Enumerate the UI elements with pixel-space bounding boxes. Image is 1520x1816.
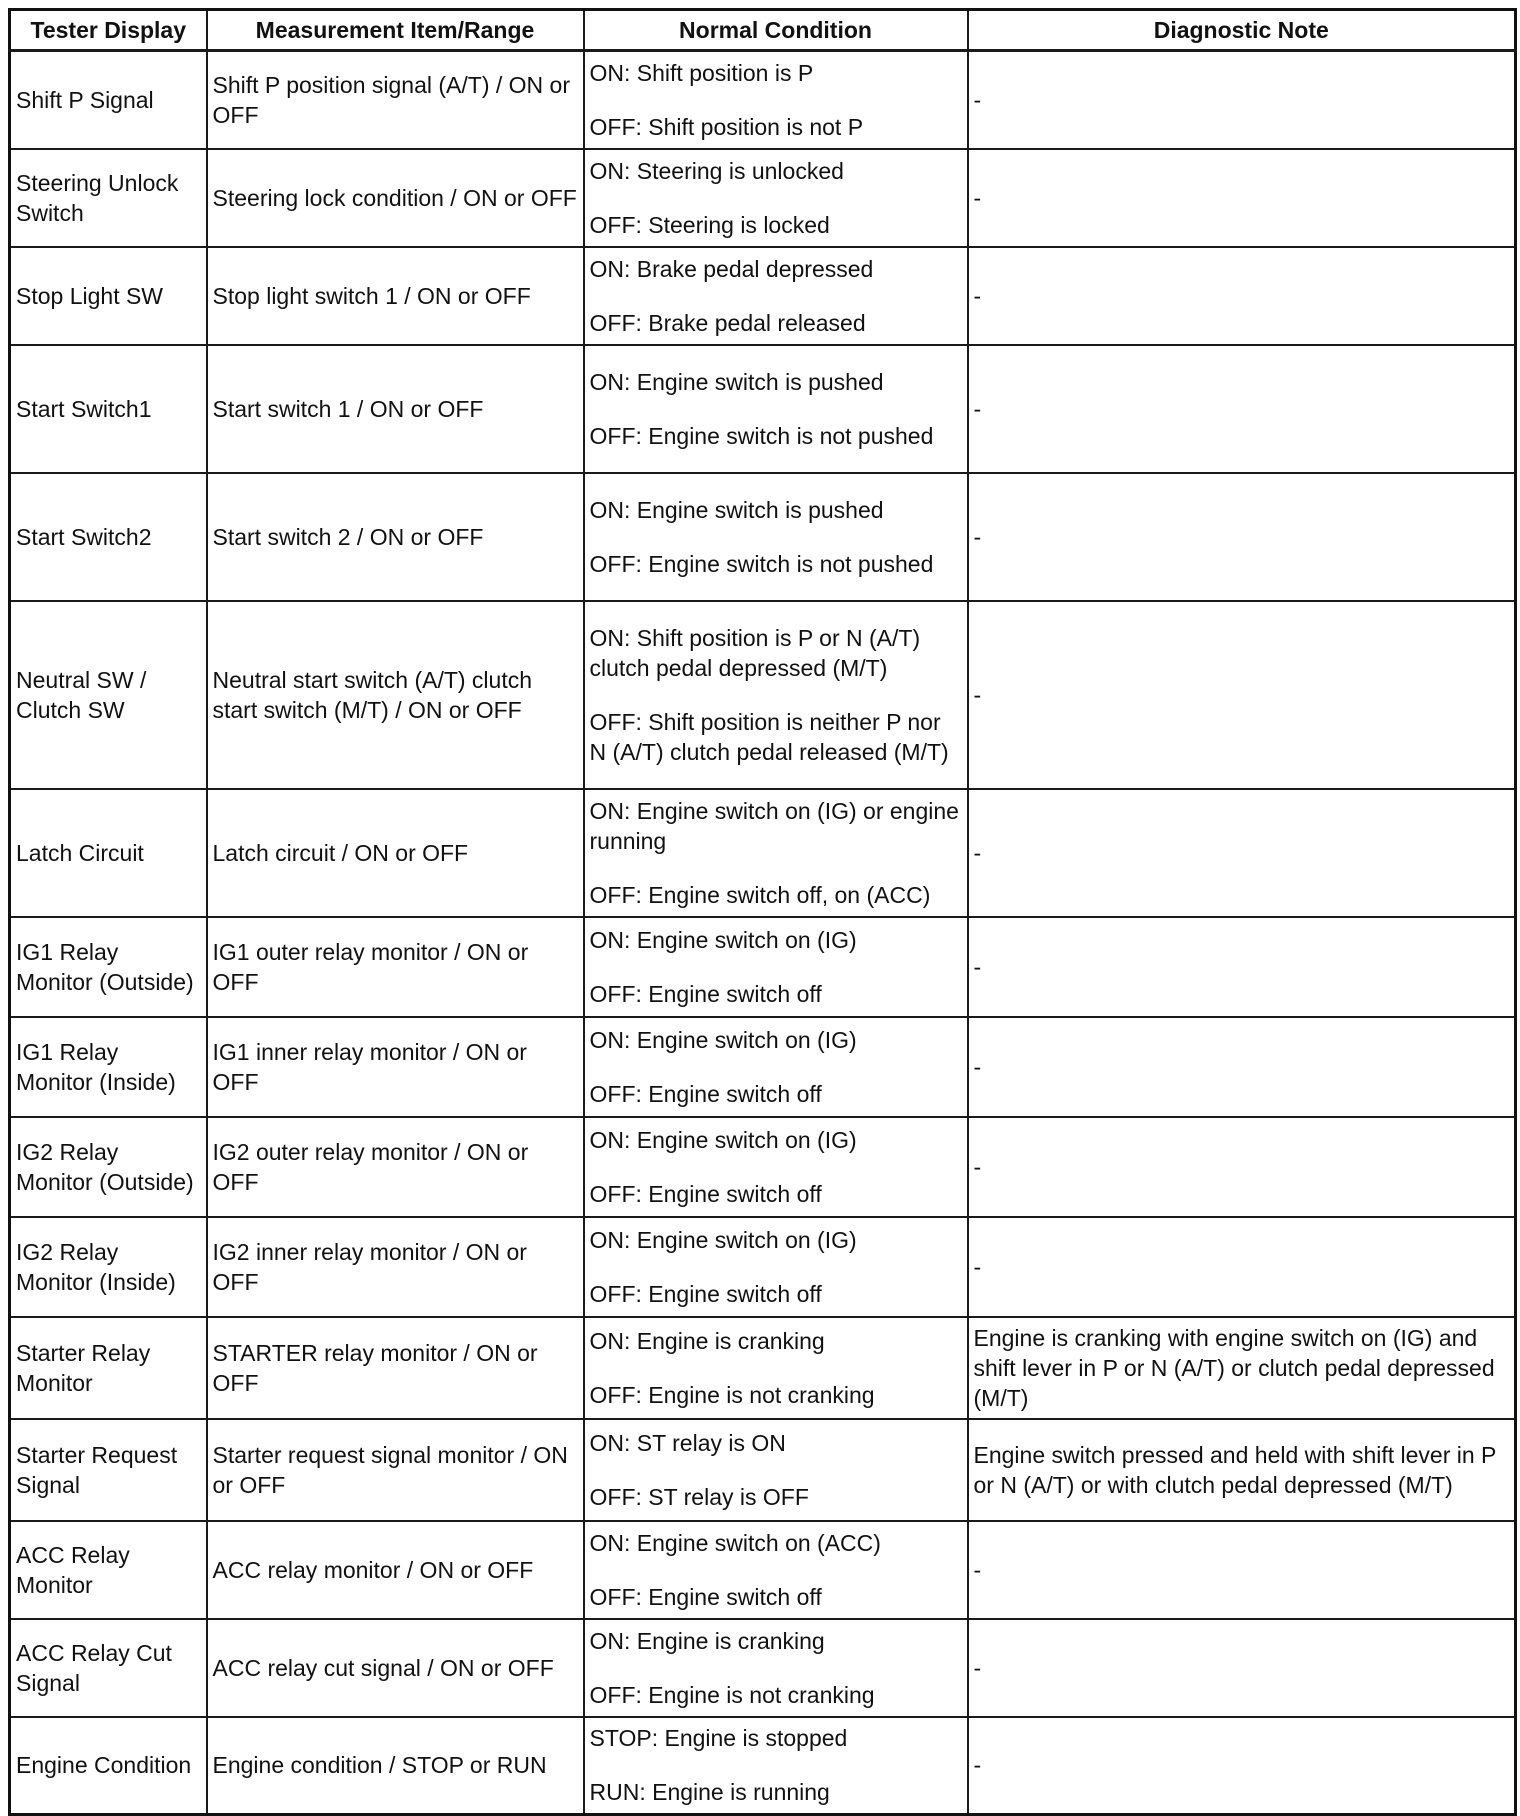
table-row <box>10 345 1516 473</box>
diagnostic-note-cell: - <box>968 917 1516 1017</box>
condition-on: ON: ST relay is ON <box>589 1429 786 1456</box>
condition-on: ON: Engine switch is pushed <box>589 368 884 395</box>
normal-condition-cell <box>584 345 968 473</box>
normal-condition-cell <box>584 917 968 1017</box>
tester-display-cell: Starter Relay Monitor <box>10 1317 207 1419</box>
measurement-item-cell: Start switch 2 / ON or OFF <box>207 473 584 601</box>
normal-condition-cell <box>584 789 968 917</box>
condition-on: ON: Shift position is P or N (A/T) clutch pedal depressed (M/T) <box>589 624 921 681</box>
condition-off: OFF: Engine switch is not pushed <box>589 550 934 577</box>
table-row <box>10 1317 1516 1419</box>
diagnostic-note-cell: - <box>968 247 1516 345</box>
normal-condition-cell <box>584 1217 968 1317</box>
table-row <box>10 1017 1516 1117</box>
table-row <box>10 1217 1516 1317</box>
tester-display-cell: IG1 Relay Monitor (Inside) <box>10 1017 207 1117</box>
measurement-item-cell: Latch circuit / ON or OFF <box>207 789 584 917</box>
measurement-item-cell: Neutral start switch (A/T) clutch start switch (M/T) / ON or OFF <box>207 601 584 789</box>
normal-condition-cell <box>584 1017 968 1117</box>
measurement-item-cell: Shift P position signal (A/T) / ON or OFF <box>207 51 584 149</box>
table-row <box>10 1419 1516 1521</box>
measurement-item-cell: Steering lock condition / ON or OFF <box>207 149 584 247</box>
measurement-item-cell: Starter request signal monitor / ON or OFF <box>207 1419 584 1521</box>
tester-display-cell: IG2 Relay Monitor (Inside) <box>10 1217 207 1317</box>
condition-on: ON: Brake pedal depressed <box>589 255 874 282</box>
condition-off: OFF: Engine switch off <box>589 1180 822 1207</box>
header-normal-condition: Normal Condition <box>584 10 968 51</box>
measurement-item-cell: ACC relay monitor / ON or OFF <box>207 1521 584 1619</box>
measurement-item-cell: STARTER relay monitor / ON or OFF <box>207 1317 584 1419</box>
condition-off: OFF: Engine switch off <box>589 1583 822 1610</box>
table-header-row <box>10 10 1516 51</box>
header-measurement-item: Measurement Item/Range <box>207 10 584 51</box>
normal-condition-cell <box>584 1717 968 1815</box>
tester-display-cell: Engine Condition <box>10 1717 207 1815</box>
measurement-item-cell: ACC relay cut signal / ON or OFF <box>207 1619 584 1717</box>
condition-off: OFF: Engine switch is not pushed <box>589 422 934 449</box>
table-row <box>10 247 1516 345</box>
condition-off: RUN: Engine is running <box>589 1779 830 1806</box>
condition-on: ON: Engine switch on (IG) <box>589 1026 857 1053</box>
table-row <box>10 1521 1516 1619</box>
tester-display-cell: IG1 Relay Monitor (Outside) <box>10 917 207 1017</box>
diagnostic-note-cell: - <box>968 473 1516 601</box>
condition-off: OFF: Engine switch off, on (ACC) <box>589 881 931 908</box>
condition-off: OFF: Engine switch off <box>589 980 822 1007</box>
tester-display-cell: Neutral SW / Clutch SW <box>10 601 207 789</box>
measurement-item-cell: IG2 outer relay monitor / ON or OFF <box>207 1117 584 1217</box>
condition-on: ON: Engine switch on (IG) <box>589 926 857 953</box>
tester-display-cell: IG2 Relay Monitor (Outside) <box>10 1117 207 1217</box>
table-row <box>10 149 1516 247</box>
tester-display-cell: Steering Unlock Switch <box>10 149 207 247</box>
measurement-item-cell: Engine condition / STOP or RUN <box>207 1717 584 1815</box>
diagnostic-note-cell: Engine switch pressed and held with shift lever in P or N (A/T) or with clutch pedal depressed (M/T) <box>968 1419 1516 1521</box>
tester-display-cell: Stop Light SW <box>10 247 207 345</box>
measurement-item-cell: IG1 inner relay monitor / ON or OFF <box>207 1017 584 1117</box>
diagnostic-note-cell: - <box>968 345 1516 473</box>
normal-condition-cell <box>584 51 968 149</box>
diagnostic-note-cell: - <box>968 1117 1516 1217</box>
condition-off: OFF: Shift position is neither P nor N (A/T) clutch pedal released (M/T) <box>589 708 949 765</box>
condition-on: ON: Engine switch on (IG) <box>589 1226 857 1253</box>
condition-on: ON: Engine switch on (IG) <box>589 1126 857 1153</box>
table-row <box>10 1619 1516 1717</box>
condition-off: OFF: Engine switch off <box>589 1080 822 1107</box>
header-tester-display: Tester Display <box>10 10 207 51</box>
data-list-table <box>8 8 1517 1816</box>
diagnostic-note-cell: - <box>968 1217 1516 1317</box>
diagnostic-note-cell: - <box>968 789 1516 917</box>
tester-display-cell: ACC Relay Monitor <box>10 1521 207 1619</box>
normal-condition-cell <box>584 247 968 345</box>
condition-off: OFF: Engine switch off <box>589 1280 822 1307</box>
condition-off: OFF: ST relay is OFF <box>589 1483 809 1510</box>
diagnostic-note-cell: - <box>968 1717 1516 1815</box>
condition-on: ON: Shift position is P <box>589 59 814 86</box>
table-row <box>10 917 1516 1017</box>
measurement-item-cell: IG2 inner relay monitor / ON or OFF <box>207 1217 584 1317</box>
tester-display-cell: Latch Circuit <box>10 789 207 917</box>
diagnostic-note-cell: - <box>968 1521 1516 1619</box>
tester-display-cell: Starter Request Signal <box>10 1419 207 1521</box>
header-diagnostic-note: Diagnostic Note <box>968 10 1516 51</box>
condition-on: ON: Engine is cranking <box>589 1327 825 1354</box>
condition-off: OFF: Steering is locked <box>589 211 830 238</box>
diagnostic-note-cell: - <box>968 601 1516 789</box>
condition-on: ON: Engine is cranking <box>589 1627 825 1654</box>
diagnostic-note-cell: Engine is cranking with engine switch on (IG) and shift lever in P or N (A/T) or clutch pedal depressed (M/T) <box>968 1317 1516 1419</box>
normal-condition-cell <box>584 1317 968 1419</box>
table-row <box>10 601 1516 789</box>
condition-on: ON: Engine switch is pushed <box>589 496 884 523</box>
normal-condition-cell <box>584 1117 968 1217</box>
table-row <box>10 51 1516 149</box>
table-row <box>10 789 1516 917</box>
condition-on: ON: Steering is unlocked <box>589 157 844 184</box>
normal-condition-cell <box>584 1619 968 1717</box>
normal-condition-cell <box>584 601 968 789</box>
condition-off: OFF: Shift position is not P <box>589 113 864 140</box>
measurement-item-cell: Stop light switch 1 / ON or OFF <box>207 247 584 345</box>
table-row <box>10 1117 1516 1217</box>
condition-off: OFF: Engine is not cranking <box>589 1381 875 1408</box>
normal-condition-cell <box>584 1521 968 1619</box>
table-row <box>10 1717 1516 1815</box>
diagnostic-note-cell: - <box>968 51 1516 149</box>
tester-display-cell: Start Switch2 <box>10 473 207 601</box>
measurement-item-cell: IG1 outer relay monitor / ON or OFF <box>207 917 584 1017</box>
diagnostic-note-cell: - <box>968 149 1516 247</box>
tester-display-cell: Shift P Signal <box>10 51 207 149</box>
condition-off: OFF: Brake pedal released <box>589 309 866 336</box>
tester-display-cell: Start Switch1 <box>10 345 207 473</box>
tester-display-cell: ACC Relay Cut Signal <box>10 1619 207 1717</box>
table-row <box>10 473 1516 601</box>
measurement-item-cell: Start switch 1 / ON or OFF <box>207 345 584 473</box>
diagnostic-note-cell: - <box>968 1017 1516 1117</box>
condition-on: ON: Engine switch on (ACC) <box>589 1529 881 1556</box>
normal-condition-cell <box>584 149 968 247</box>
condition-on: ON: Engine switch on (IG) or engine running <box>589 797 959 854</box>
normal-condition-cell <box>584 473 968 601</box>
condition-off: OFF: Engine is not cranking <box>589 1681 875 1708</box>
diagnostic-note-cell: - <box>968 1619 1516 1717</box>
condition-on: STOP: Engine is stopped <box>589 1725 848 1752</box>
normal-condition-cell <box>584 1419 968 1521</box>
